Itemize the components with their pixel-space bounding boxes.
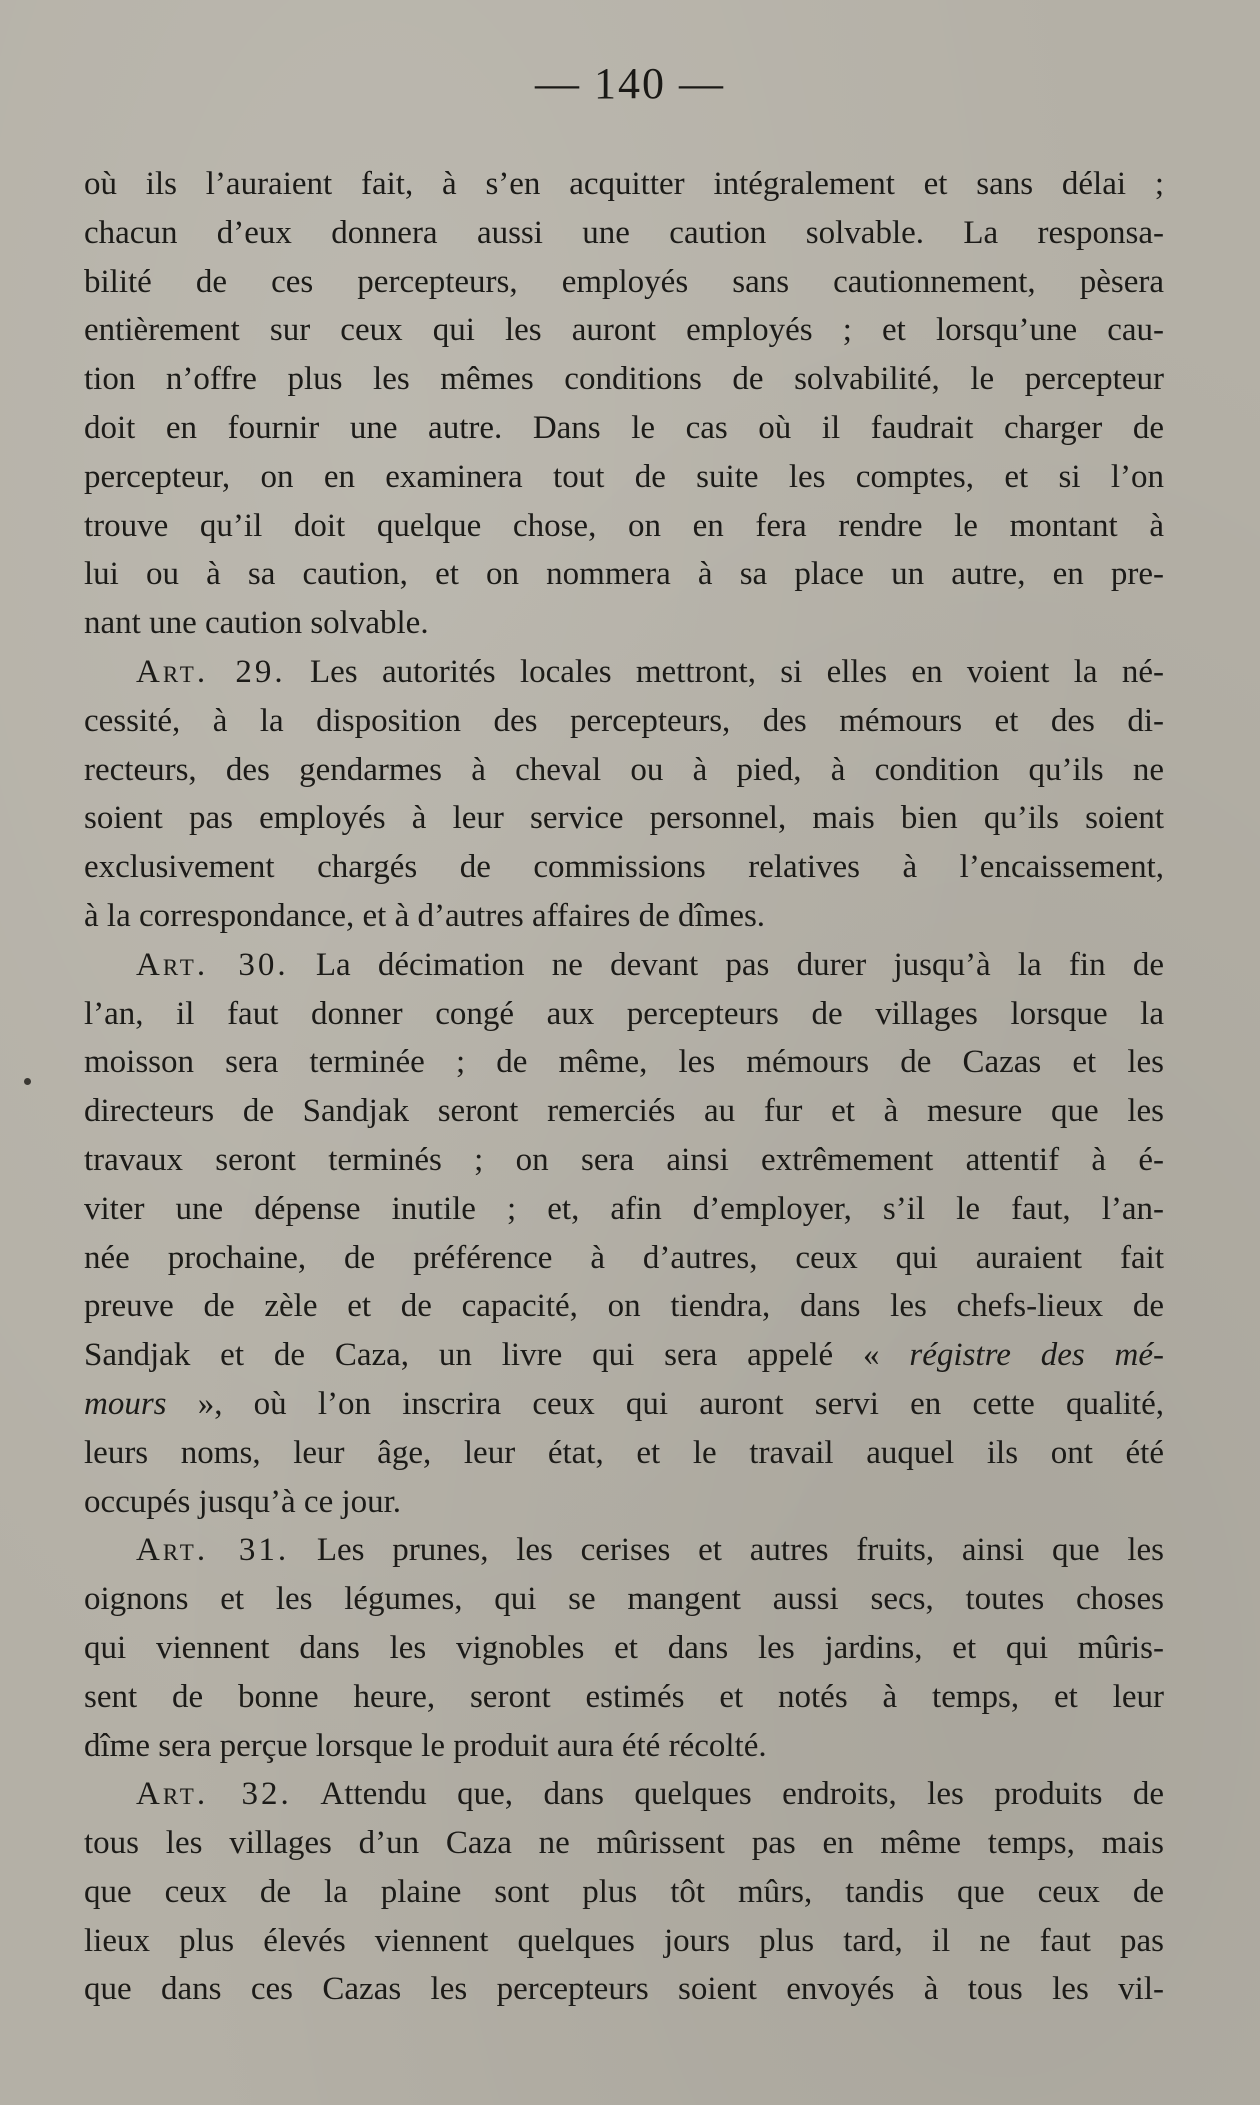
line-text: Les prunes, les cerises et autres fruits, ainsi que les: [289, 1532, 1165, 1569]
line-text: où ils l’auraient fait, à s’en acquitter intégralement et sans délai ;: [84, 166, 1164, 202]
text-line: [84, 1673, 1164, 1722]
line-text: travaux seront terminés ; on sera ainsi extrêmement attentif à é-: [84, 1141, 1164, 1178]
text-line: [84, 1234, 1164, 1283]
italic-text: mours: [84, 1385, 167, 1422]
text-line: [84, 1624, 1164, 1673]
text-line: [84, 648, 1164, 697]
line-text: trouve qu’il doit quelque chose, on en fera rendre le montant à: [84, 507, 1164, 544]
text-line: [84, 1136, 1164, 1185]
line-text: recteurs, des gendarmes à cheval ou à pied, à condition qu’ils ne: [84, 751, 1164, 788]
line-text: Les autorités locales mettront, si elles en voient la né-: [285, 653, 1164, 690]
text-line: [84, 453, 1164, 502]
line-text: qui viennent dans les vignobles et dans les jardins, et qui mûris-: [84, 1629, 1164, 1666]
line-text: La décimation ne devant pas durer jusqu’à la fin de: [288, 946, 1164, 983]
line-text: entièrement sur ceux qui les auront employés ; et lorsqu’une cau-: [84, 312, 1164, 349]
text-line: [84, 1038, 1164, 1087]
text-line: [84, 306, 1164, 355]
line-text: moisson sera terminée ; de même, les mémours de Cazas et les: [84, 1044, 1164, 1081]
line-text: à la correspondance, et à d’autres affaires de dîmes.: [84, 897, 766, 934]
text-line: [84, 209, 1164, 258]
line-text: oignons et les légumes, qui se mangent aussi secs, toutes choses: [84, 1581, 1164, 1618]
text-line: [84, 1917, 1164, 1966]
article-label: Art. 31.: [136, 1532, 290, 1569]
italic-text: régistre des mé-: [909, 1337, 1165, 1374]
line-text: nant une caution solvable.: [84, 605, 429, 642]
line-text: bilité de ces percepteurs, employés sans cautionnement, pèsera: [84, 263, 1164, 300]
margin-ink-dot: [24, 1078, 31, 1085]
text-line: [84, 1575, 1164, 1624]
article-label: Art. 32.: [136, 1776, 292, 1813]
text-line: [84, 550, 1164, 599]
line-text: Sandjak et de Caza, un livre qui sera appelé «: [84, 1337, 910, 1374]
line-text: lieux plus élevés viennent quelques jours plus tard, il ne faut pas: [84, 1922, 1164, 1959]
line-text: Attendu que, dans quelques endroits, les produits de: [291, 1776, 1164, 1813]
text-line: [84, 1331, 1164, 1380]
text-line: [84, 1722, 1164, 1771]
line-text: tous les villages d’un Caza ne mûrissent pas en même temps, mais: [84, 1825, 1164, 1862]
line-text: que dans ces Cazas les percepteurs soient envoyés à tous les vil-: [84, 1971, 1164, 2008]
text-line: [84, 941, 1164, 990]
line-text: cessité, à la disposition des percepteurs, des mémours et des di-: [84, 702, 1164, 739]
line-text: chacun d’eux donnera aussi une caution solvable. La responsa-: [84, 214, 1164, 251]
text-line: [84, 502, 1164, 551]
line-text: exclusivement chargés de commissions relatives à l’encaissement,: [84, 849, 1164, 886]
line-text: percepteur, on en examinera tout de suite les comptes, et si l’on: [84, 458, 1164, 495]
article-label: Art. 29.: [136, 653, 286, 690]
text-line: [84, 599, 1164, 648]
line-text: sent de bonne heure, seront estimés et notés à temps, et leur: [84, 1678, 1164, 1715]
text-line: [84, 1819, 1164, 1868]
line-text: doit en fournir une autre. Dans le cas où il faudrait charger de: [84, 409, 1164, 446]
body-text: [84, 160, 1164, 2014]
line-text: preuve de zèle et de capacité, on tiendra, dans les chefs-lieux de: [84, 1288, 1164, 1325]
text-line: [84, 990, 1164, 1039]
line-text: directeurs de Sandjak seront remerciés au fur et à mesure que les: [84, 1093, 1164, 1130]
text-line: [84, 160, 1164, 209]
page-number: — 140 —: [535, 59, 725, 108]
line-text: leurs noms, leur âge, leur état, et le travail auquel ils ont été: [84, 1434, 1164, 1471]
text-line: [84, 843, 1164, 892]
text-line: [84, 258, 1164, 307]
text-line: [84, 1526, 1164, 1575]
line-text: viter une dépense inutile ; et, afin d’employer, s’il le faut, l’an-: [84, 1190, 1164, 1227]
text-line: [84, 1868, 1164, 1917]
line-text: soient pas employés à leur service personnel, mais bien qu’ils soient: [84, 800, 1164, 837]
text-line: [84, 892, 1164, 941]
text-line: [84, 1770, 1164, 1819]
text-line: [84, 1478, 1164, 1527]
text-line: [84, 404, 1164, 453]
line-text: que ceux de la plaine sont plus tôt mûrs, tandis que ceux de: [84, 1873, 1164, 1910]
text-line: [84, 794, 1164, 843]
text-line: [84, 1965, 1164, 2014]
text-line: [84, 1380, 1164, 1429]
line-text: occupés jusqu’à ce jour.: [84, 1483, 402, 1520]
line-text: née prochaine, de préférence à d’autres, ceux qui auraient fait: [84, 1239, 1164, 1276]
line-text: », où l’on inscrira ceux qui auront servi en cette qualité,: [166, 1385, 1164, 1422]
text-line: [84, 697, 1164, 746]
text-line: [84, 355, 1164, 404]
line-text: lui ou à sa caution, et on nommera à sa place un autre, en pre-: [84, 556, 1164, 593]
line-text: dîme sera perçue lorsque le produit aura été récolté.: [84, 1727, 767, 1764]
text-line: [84, 746, 1164, 795]
line-text: l’an, il faut donner congé aux percepteurs de villages lorsque la: [84, 995, 1164, 1032]
text-line: [84, 1429, 1164, 1478]
text-line: [84, 1087, 1164, 1136]
text-line: [84, 1282, 1164, 1331]
line-text: tion n’offre plus les mêmes conditions de solvabilité, le percepteur: [84, 361, 1164, 398]
text-line: [84, 1185, 1164, 1234]
article-label: Art. 30.: [136, 946, 289, 983]
